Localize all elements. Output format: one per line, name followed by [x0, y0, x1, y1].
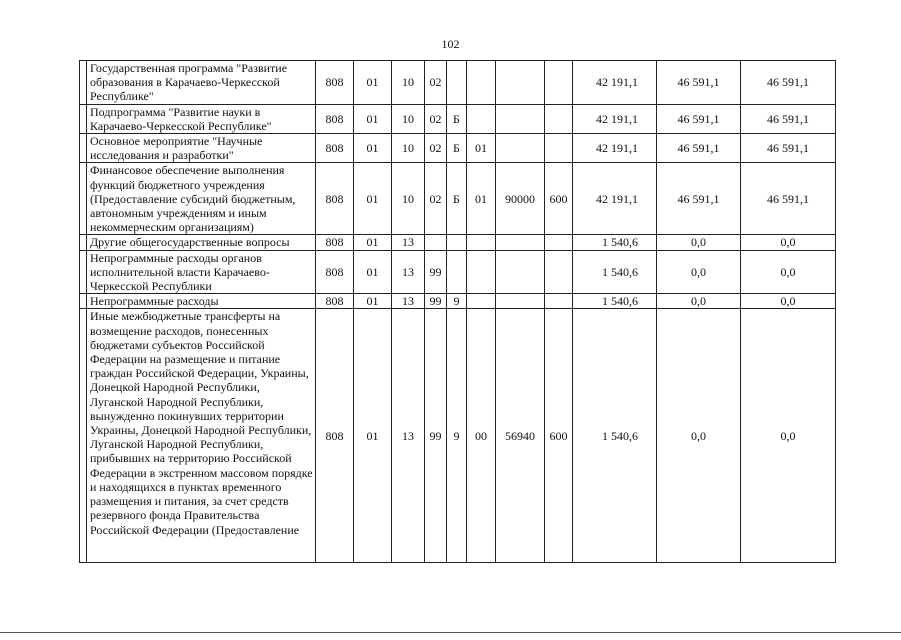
- row-margin-cell: [80, 309, 87, 563]
- row-margin-cell: [80, 104, 87, 133]
- code-cell: 13: [392, 294, 425, 309]
- code-cell: 9: [447, 294, 467, 309]
- row-margin-cell: [80, 134, 87, 163]
- code-cell: [467, 104, 496, 133]
- code-cell: [467, 61, 496, 105]
- code-cell: [545, 250, 573, 294]
- code-cell: [496, 250, 545, 294]
- code-cell: 808: [316, 235, 354, 250]
- amount-cell: 0,0: [657, 294, 741, 309]
- code-cell: 600: [545, 163, 573, 235]
- row-name-cell: Подпрограмма "Развитие науки в Карачаево-Черкесской Республике": [87, 104, 316, 133]
- code-cell: 808: [316, 61, 354, 105]
- amount-cell: 0,0: [741, 294, 836, 309]
- code-cell: 02: [425, 61, 447, 105]
- row-margin-cell: [80, 61, 87, 105]
- code-cell: [496, 294, 545, 309]
- row-margin-cell: [80, 294, 87, 309]
- amount-cell: 1 540,6: [573, 235, 657, 250]
- amount-cell: 42 191,1: [573, 104, 657, 133]
- code-cell: 56940: [496, 309, 545, 563]
- amount-cell: 46 591,1: [657, 104, 741, 133]
- row-name-cell: Другие общегосударственные вопросы: [87, 235, 316, 250]
- amount-cell: 0,0: [741, 250, 836, 294]
- table-row: [80, 309, 836, 563]
- code-cell: 01: [354, 235, 392, 250]
- budget-table: [79, 60, 836, 563]
- row-margin-cell: [80, 235, 87, 250]
- code-cell: [545, 235, 573, 250]
- code-cell: 808: [316, 134, 354, 163]
- table-row: [80, 163, 836, 235]
- code-cell: 01: [354, 134, 392, 163]
- code-cell: 01: [354, 163, 392, 235]
- amount-cell: 42 191,1: [573, 163, 657, 235]
- code-cell: 01: [467, 163, 496, 235]
- code-cell: 9: [447, 309, 467, 563]
- amount-cell: 46 591,1: [657, 163, 741, 235]
- amount-cell: 42 191,1: [573, 134, 657, 163]
- code-cell: [467, 294, 496, 309]
- amount-cell: 0,0: [657, 235, 741, 250]
- code-cell: 13: [392, 250, 425, 294]
- code-cell: 99: [425, 309, 447, 563]
- code-cell: 02: [425, 163, 447, 235]
- code-cell: 10: [392, 134, 425, 163]
- code-cell: [467, 235, 496, 250]
- code-cell: [425, 235, 447, 250]
- code-cell: [447, 250, 467, 294]
- amount-cell: 0,0: [741, 309, 836, 563]
- amount-cell: 1 540,6: [573, 294, 657, 309]
- code-cell: 01: [354, 294, 392, 309]
- code-cell: 808: [316, 294, 354, 309]
- code-cell: 13: [392, 309, 425, 563]
- code-cell: [496, 134, 545, 163]
- code-cell: [496, 235, 545, 250]
- code-cell: [545, 294, 573, 309]
- row-name-cell: Финансовое обеспечение выполнения функций бюджетного учреждения (Предоставление субсидий бюджетным, автономным учреждениям и иным некоммерческим организациям): [87, 163, 316, 235]
- amount-cell: 0,0: [657, 309, 741, 563]
- code-cell: Б: [447, 163, 467, 235]
- code-cell: 808: [316, 250, 354, 294]
- amount-cell: 46 591,1: [657, 61, 741, 105]
- code-cell: [467, 250, 496, 294]
- row-name-cell: Непрограммные расходы органов исполнительной власти Карачаево-Черкесской Республики: [87, 250, 316, 294]
- code-cell: [496, 104, 545, 133]
- code-cell: 02: [425, 104, 447, 133]
- code-cell: 808: [316, 163, 354, 235]
- code-cell: 01: [354, 104, 392, 133]
- amount-cell: 46 591,1: [657, 134, 741, 163]
- amount-cell: 46 591,1: [741, 104, 836, 133]
- code-cell: [545, 61, 573, 105]
- code-cell: 01: [354, 61, 392, 105]
- row-margin-cell: [80, 250, 87, 294]
- code-cell: 10: [392, 163, 425, 235]
- budget-table-body: [80, 61, 836, 563]
- amount-cell: 46 591,1: [741, 134, 836, 163]
- table-row: [80, 104, 836, 133]
- table-row: [80, 235, 836, 250]
- code-cell: 10: [392, 104, 425, 133]
- bottom-rule: [0, 632, 901, 633]
- code-cell: 02: [425, 134, 447, 163]
- code-cell: 13: [392, 235, 425, 250]
- table-row: [80, 61, 836, 105]
- amount-cell: 46 591,1: [741, 163, 836, 235]
- code-cell: 00: [467, 309, 496, 563]
- row-name-cell: Государственная программа "Развитие образования в Карачаево-Черкесской Республике": [87, 61, 316, 105]
- code-cell: [545, 104, 573, 133]
- amount-cell: 1 540,6: [573, 309, 657, 563]
- amount-cell: 42 191,1: [573, 61, 657, 105]
- code-cell: 10: [392, 61, 425, 105]
- row-margin-cell: [80, 163, 87, 235]
- code-cell: Б: [447, 134, 467, 163]
- row-name-cell: Основное мероприятие "Научные исследования и разработки": [87, 134, 316, 163]
- code-cell: [447, 61, 467, 105]
- code-cell: 01: [354, 250, 392, 294]
- code-cell: [496, 61, 545, 105]
- code-cell: 99: [425, 294, 447, 309]
- amount-cell: 0,0: [741, 235, 836, 250]
- code-cell: 808: [316, 309, 354, 563]
- code-cell: 808: [316, 104, 354, 133]
- amount-cell: 0,0: [657, 250, 741, 294]
- table-row: [80, 134, 836, 163]
- code-cell: 600: [545, 309, 573, 563]
- table-row: [80, 294, 836, 309]
- row-name-cell: Иные межбюджетные трансферты на возмещение расходов, понесенных бюджетами субъектов Российской Федерации на размещение и питание граждан Российской Федерации, Украины, Донецкой Народной Республики, Луганской Народной Республики, вынужденно покинувших территории Украины, Донецкой Народной Республики, Луганской Народной Республики, прибывших на территорию Российской Федерации в экстренном массовом порядке и находящихся в пунктах временного размещения и питания, за счет средств резервного фонда Правительства Российской Федерации (Предоставление: [87, 309, 316, 563]
- code-cell: 01: [467, 134, 496, 163]
- code-cell: 01: [354, 309, 392, 563]
- code-cell: 99: [425, 250, 447, 294]
- code-cell: [545, 134, 573, 163]
- code-cell: 90000: [496, 163, 545, 235]
- page-number: 102: [441, 37, 460, 51]
- amount-cell: 46 591,1: [741, 61, 836, 105]
- row-name-cell: Непрограммные расходы: [87, 294, 316, 309]
- table-row: [80, 250, 836, 294]
- code-cell: Б: [447, 104, 467, 133]
- code-cell: [447, 235, 467, 250]
- amount-cell: 1 540,6: [573, 250, 657, 294]
